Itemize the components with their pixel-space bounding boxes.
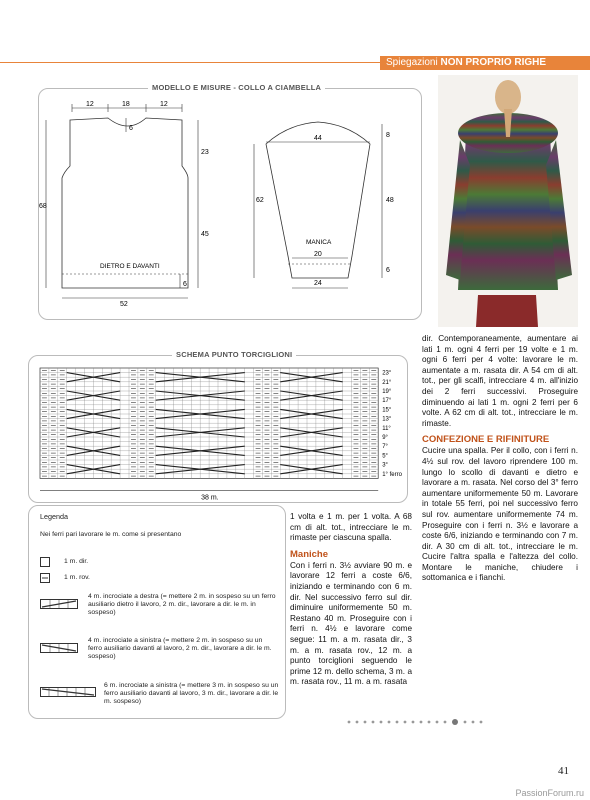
decorative-dot-strip [345, 718, 485, 726]
dim-sleeve-right: 48 [386, 197, 394, 204]
chart-row-label: 1° ferro [382, 471, 402, 478]
legend-label-purl: 1 m. rov. [64, 574, 90, 581]
chart-row-label: 7° [382, 444, 388, 451]
heading-maniche: Maniche [290, 548, 329, 560]
dim-side: 45 [201, 231, 209, 238]
paragraph-maniche: Con i ferri n. 3½ avviare 90 m. e lavorare 12 ferri a coste 6/6, iniziando e terminando con 6 m. dir. Nel successivo ferro sul dir. diminuire uniformemente 50 m. Restano 40 m. Proseguire con i ferri n. 4½ e lavorare come segue: 11 m. a m. rasata dir., 3 m. a m. rasata rov., 12 m. a punto torciglioni seguendo le prime 12 m. dello schema, 3 m. a m. rasata rov., 11 m. a m. rasata [290, 560, 412, 687]
body-schematic [40, 96, 240, 306]
section-header: Spiegazioni NON PROPRIO RIGHE [380, 56, 590, 70]
dim-rib: 6 [183, 281, 187, 288]
chart-row-label: 15° [382, 407, 392, 414]
legend-intro: Nei ferri pari lavorare le m. come si presentano [40, 531, 182, 538]
legend-symbol-cross-right-4 [40, 599, 78, 609]
dim-sleeve-cuff: 6 [386, 267, 390, 274]
sleeve-schematic [248, 118, 408, 298]
paragraph-confezione: Cucire una spalla. Per il collo, con i ferri n. 4½ sul rov. del lavoro riprendere 100 m. lungo lo scollo di davanti e dietro e lavorare a m. rasata. Nel corso del 3° ferro aumentare uniformemente 50 m. Lavorare in totale 55 ferri, poi nel successivo ferro sul rov. aumentare uniformemente 74 m. Proseguire con i ferri n. 3½ e lavorare a coste 6/6, iniziando e terminando con 7 m. dir. A 30 cm di alt. tot., intrecciare le m. Cucire l'altra spalla e l'altezza del collo. Montare le maniche, chiudere i sottomanica e i fianchi. [422, 446, 578, 583]
chart-row-label: 5° [382, 453, 388, 460]
dim-sleeve-left: 62 [256, 197, 264, 204]
stitch-chart-grid [36, 364, 404, 502]
stitch-chart-title: SCHEMA PUNTO TORCIGLIONI [172, 350, 296, 359]
dim-total: 68 [39, 203, 47, 210]
legend-symbol-cross-left-6 [40, 687, 96, 697]
dim-sleeve-cuff-width: 20 [314, 251, 322, 258]
dim-width: 52 [120, 301, 128, 308]
paragraph-shoulder: 1 volta e 1 m. per 1 volta. A 68 cm di alt. tot., intrecciare le m. rimaste per ciascuna spalla. [290, 512, 412, 543]
text-column-middle [290, 512, 412, 688]
legend-symbol-cross-left-4 [40, 643, 78, 653]
legend-label-cross-right-4: 4 m. incrociate a destra (= mettere 2 m. in sospeso su un ferro ausiliario dietro il lavoro, 2 m. dir., lavorare a dir. le m. in sospeso) [88, 593, 276, 616]
legend-symbol-purl [40, 573, 50, 583]
dim-neck: 6 [129, 125, 133, 132]
page-number: 41 [558, 765, 569, 777]
chart-row-label: 19° [382, 389, 392, 395]
chart-row-label: 21° [382, 379, 392, 386]
measurements-title: MODELLO E MISURE - COLLO A CIAMBELLA [148, 83, 325, 92]
legend-label-cross-left-6: 6 m. incrociate a sinistra (= mettere 3 m. in sospeso su un ferro ausiliario davanti al lavoro, 3 m. dir., lavorare a dir. le m. sospeso) [104, 682, 279, 705]
chart-row-label: 17° [382, 398, 392, 405]
paragraph-sleeve-cont: dir. Contemporaneamente, aumentare ai lati 1 m. ogni 4 ferri per 19 volte e 1 m. ogni 6 ferri per 4 volte: lavorare le m. aumentate a m. rasata dir. A 54 cm di alt. tot., per gli scalfi, intrecciare 4 m. all'inizio dei 2 ferri successivi. Proseguire diminuendo ai lati 1 m. ogni 2 ferri per 6 volte. A 62 cm di alt. tot., intrecciare le m. rimaste. [422, 334, 578, 428]
model-photo [438, 75, 578, 327]
sleeve-label: MANICA [306, 239, 332, 246]
dim-top-right: 12 [160, 101, 168, 108]
legend-label-cross-left-4: 4 m. incrociate a sinistra (= mettere 2 m. in sospeso su un ferro ausiliario davanti al lavoro, 2 m. dir., lavorare a dir. le m. sospeso) [88, 637, 272, 660]
dim-top-left: 12 [86, 101, 94, 108]
chart-row-label: 11° [382, 425, 391, 432]
dim-armhole: 23 [201, 149, 209, 156]
legend-title: Legenda [40, 512, 68, 521]
body-label: DIETRO E DAVANTI [100, 263, 160, 270]
dim-top-mid: 18 [122, 101, 130, 108]
header-rule [0, 62, 380, 63]
watermark: PassionForum.ru [515, 788, 584, 798]
chart-row-label: 9° [382, 435, 388, 441]
legend-label-knit: 1 m. dir. [64, 558, 89, 565]
dim-sleeve-cap: 8 [386, 132, 390, 139]
dim-sleeve-bottom: 24 [314, 280, 322, 287]
legend-symbol-knit [40, 557, 50, 567]
chart-width-label: 38 m. [201, 494, 219, 502]
dim-sleeve-top: 44 [314, 135, 322, 142]
chart-row-label: 13° [382, 416, 392, 423]
text-column-right [422, 334, 578, 584]
chart-row-label: 3° [382, 462, 388, 469]
heading-confezione: CONFEZIONE E RIFINITURE [422, 434, 550, 446]
chart-row-label: 23° [382, 370, 392, 377]
